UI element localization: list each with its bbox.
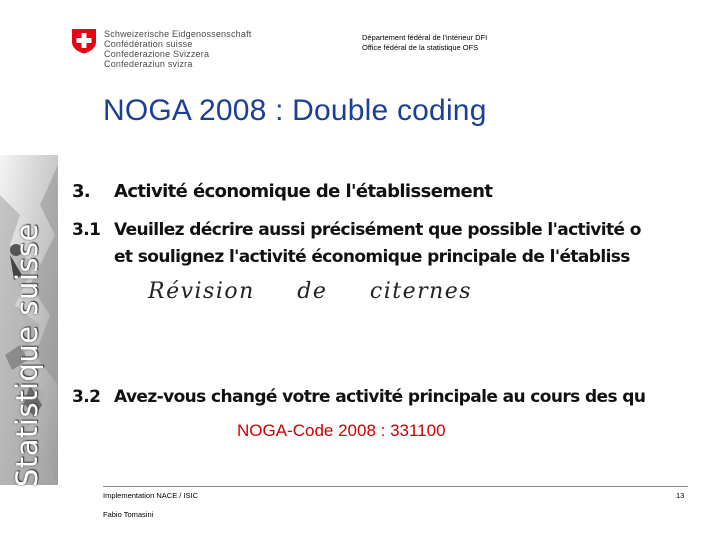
confederation-name-de: Schweizerische Eidgenossenschaft (104, 29, 252, 39)
slide-title: NOGA 2008 : Double coding (103, 94, 487, 127)
sidebar-label: Statistique suisse (10, 223, 44, 487)
question-3-2-text: Avez-vous changé votre activité principale au cours des qu (114, 387, 645, 407)
confederation-name-fr: Confédération suisse (104, 39, 193, 49)
office-name: Office fédéral de la statistique OFS (362, 43, 479, 52)
footer-presentation-title: Implementation NACE / ISIC (103, 491, 199, 500)
confederation-names (104, 29, 251, 69)
question-3-1-number: 3.1 (72, 220, 101, 240)
section-number: 3. (72, 181, 91, 202)
section-title: Activité économique de l'établissement (114, 181, 493, 202)
handwritten-answer: Révision de citernes (148, 279, 473, 304)
question-3-1-line1: Veuillez décrire aussi précisément que possible l'activité o (114, 220, 641, 240)
footer-author: Fabio Tomasini (103, 510, 154, 519)
confederation-name-it: Confederazione Svizzera (104, 49, 210, 59)
footer-divider (103, 486, 688, 487)
noga-code: NOGA-Code 2008 : 331100 (237, 421, 446, 440)
question-3-2-number: 3.2 (72, 387, 101, 407)
scanned-form-excerpt (72, 176, 645, 412)
page-number: 13 (676, 491, 685, 500)
question-3-1-line2: et soulignez l'activité économique principale de l'établiss (114, 247, 630, 267)
department-block (362, 33, 487, 53)
confederation-name-rm: Confederaziun svizra (104, 59, 193, 69)
swiss-cross-logo-icon (71, 28, 97, 54)
department-name: Département fédéral de l'intérieur DFI (362, 33, 488, 42)
